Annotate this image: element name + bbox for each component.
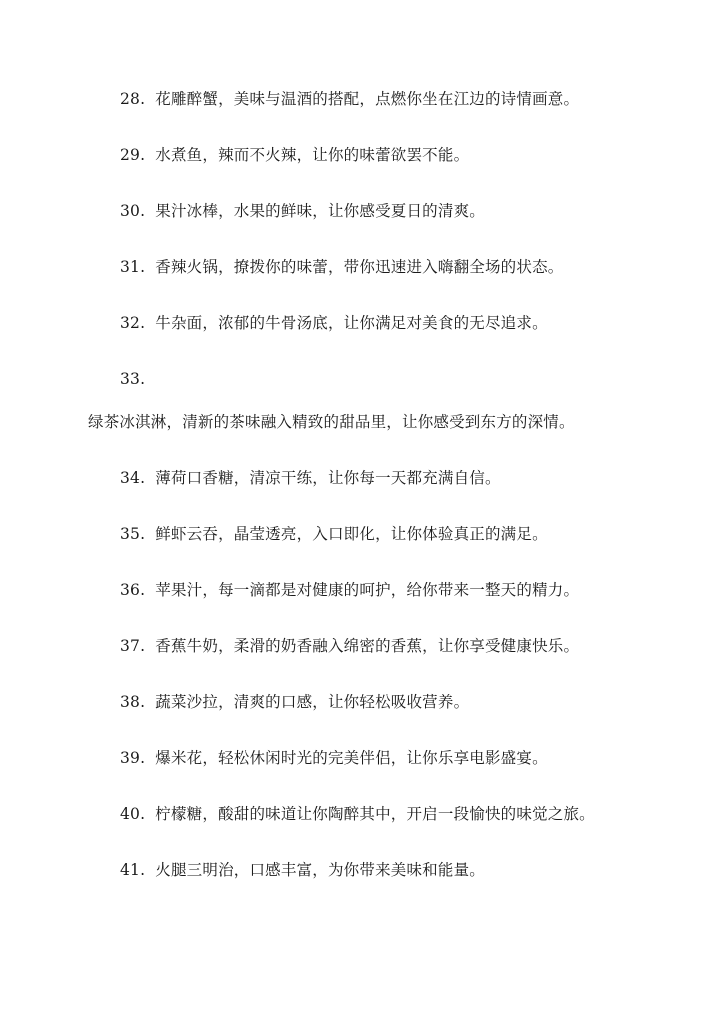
list-item-39	[120, 748, 548, 768]
item-text: 鲜虾云吞，晶莹透亮，入口即化，让你体验真正的满足。	[155, 525, 548, 543]
list-item-32	[120, 313, 548, 333]
list-item-34	[120, 468, 501, 488]
item-number: 30.	[120, 202, 146, 220]
item-text: 水煮鱼，辣而不火辣，让你的味蕾欲罢不能。	[155, 146, 470, 164]
list-item-33	[120, 369, 155, 389]
list-item-35	[120, 524, 548, 544]
list-item-40	[120, 804, 595, 824]
item-number: 28.	[120, 90, 146, 108]
list-item-28	[120, 89, 579, 109]
list-item-38	[120, 692, 469, 712]
item-number: 38.	[120, 693, 146, 711]
list-item-31	[120, 257, 563, 277]
item-text: 薄荷口香糖，清凉干练，让你每一天都充满自信。	[155, 469, 501, 487]
item-text: 牛杂面，浓郁的牛骨汤底，让你满足对美食的无尽追求。	[155, 314, 548, 332]
item-number: 29.	[120, 146, 146, 164]
item-number: 34.	[120, 469, 146, 487]
item-text: 爆米花，轻松休闲时光的完美伴侣，让你乐享电影盛宴。	[155, 749, 548, 767]
item-text: 果汁冰棒，水果的鲜味，让你感受夏日的清爽。	[155, 202, 485, 220]
item-number: 32.	[120, 314, 146, 332]
list-item-29	[120, 145, 469, 165]
list-item-30	[120, 201, 485, 221]
item-text: 火腿三明治，口感丰富，为你带来美味和能量。	[155, 861, 485, 879]
item-number: 41.	[120, 861, 146, 879]
item-number: 37.	[120, 637, 146, 655]
item-text: 香蕉牛奶，柔滑的奶香融入绵密的香蕉，让你享受健康快乐。	[155, 637, 580, 655]
item-number: 39.	[120, 749, 146, 767]
list-item-33-text: 绿茶冰淇淋，清新的茶味融入精致的甜品里，让你感受到东方的深情。	[88, 413, 575, 431]
item-number: 35.	[120, 525, 146, 543]
item-text: 苹果汁，每一滴都是对健康的呵护，给你带来一整天的精力。	[155, 581, 580, 599]
item-text: 花雕醉蟹，美味与温酒的搭配，点燃你坐在江边的诗情画意。	[155, 90, 580, 108]
item-number: 33.	[120, 370, 146, 388]
item-number: 40.	[120, 805, 146, 823]
item-number: 36.	[120, 581, 146, 599]
list-item-41	[120, 860, 485, 880]
item-text: 蔬菜沙拉，清爽的口感，让你轻松吸收营养。	[155, 693, 470, 711]
list-item-37	[120, 636, 579, 656]
list-item-36	[120, 580, 579, 600]
item-number: 31.	[120, 258, 146, 276]
item-text: 柠檬糖，酸甜的味道让你陶醉其中，开启一段愉快的味觉之旅。	[155, 805, 595, 823]
item-text: 香辣火锅，撩拨你的味蕾，带你迅速进入嗨翻全场的状态。	[155, 258, 564, 276]
